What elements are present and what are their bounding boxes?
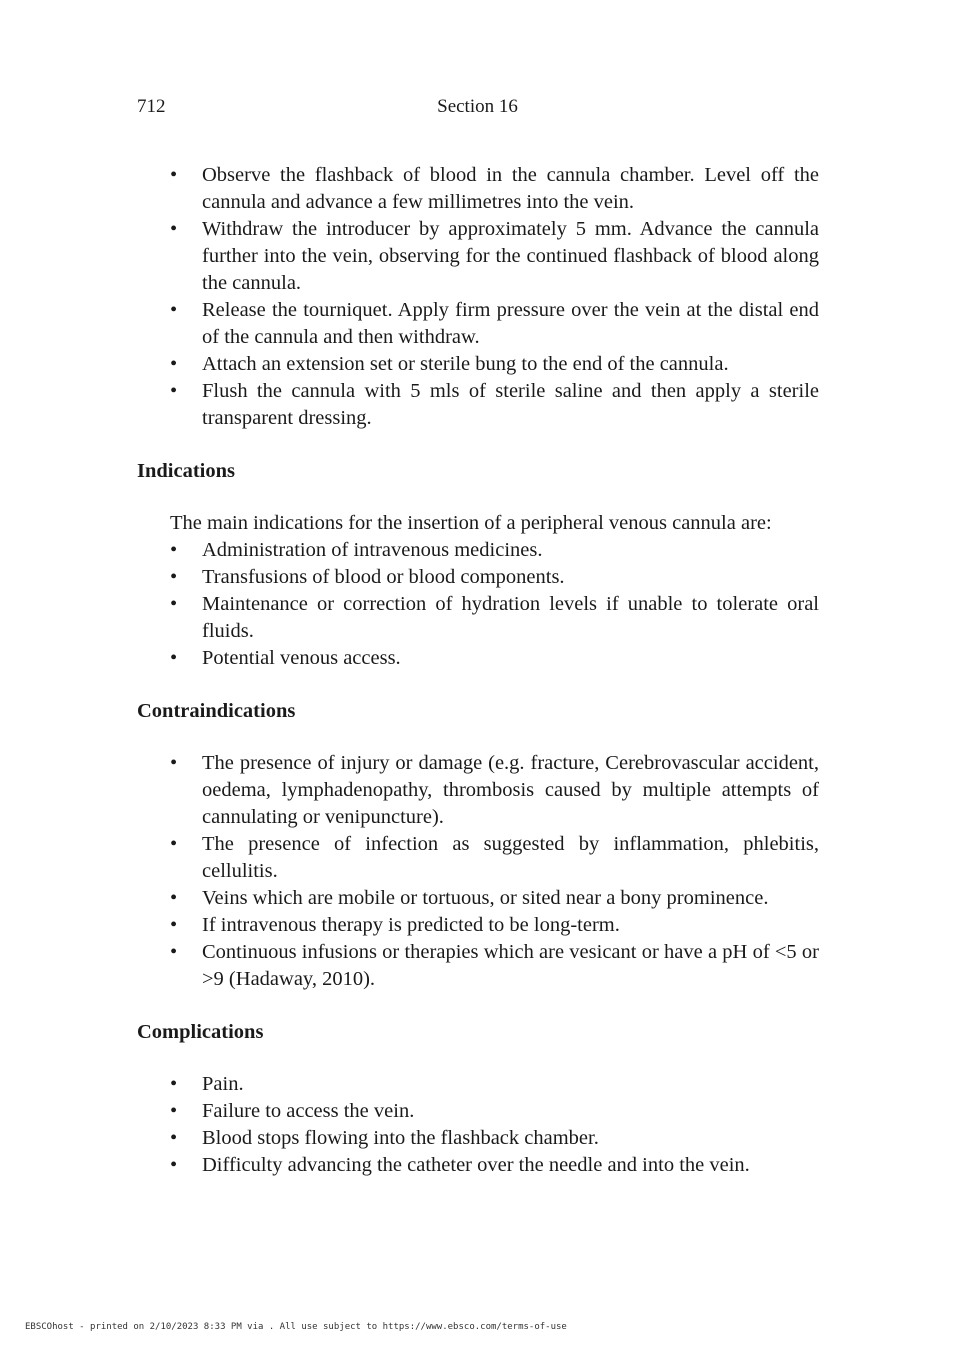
list-item: • Observe the flashback of blood in the cannula chamber. Level off the cannula and advance a few millimetres into the vein. [137,162,819,216]
list-item: • Release the tourniquet. Apply firm pressure over the vein at the distal end of the cannula and then withdraw. [137,297,819,351]
list-item: • Failure to access the vein. [137,1098,819,1125]
heading-contraindications: Contraindications [137,700,296,722]
page-number: 712 [137,96,166,117]
list-item: • If intravenous therapy is predicted to be long-term. [137,912,819,939]
heading-complications: Complications [137,1021,264,1043]
page-body [137,162,819,1179]
complications-list [137,1071,819,1179]
list-item: • Veins which are mobile or tortuous, or sited near a bony prominence. [137,885,819,912]
running-head: Section 16 [437,96,518,117]
list-item: • Withdraw the introducer by approximately 5 mm. Advance the cannula further into the vein, observing for the continued flashback of blood along the cannula. [137,216,819,297]
list-item: • Maintenance or correction of hydration levels if unable to tolerate oral fluids. [137,591,819,645]
list-item: • Transfusions of blood or blood components. [137,564,819,591]
list-item: • Flush the cannula with 5 mls of sterile saline and then apply a sterile transparent dressing. [137,378,819,432]
list-item: • The presence of infection as suggested by inflammation, phlebitis, cellulitis. [137,831,819,885]
indications-list [137,537,819,672]
procedure-list [137,162,819,432]
list-item: • Potential venous access. [137,645,819,672]
list-item: • Attach an extension set or sterile bung to the end of the cannula. [137,351,819,378]
list-item: • Pain. [137,1071,819,1098]
list-item: • Difficulty advancing the catheter over the needle and into the vein. [137,1152,819,1179]
indications-intro: The main indications for the insertion of a peripheral venous cannula are: [170,512,772,534]
list-item: • Blood stops flowing into the flashback chamber. [137,1125,819,1152]
list-item: • Continuous infusions or therapies which are vesicant or have a pH of <5 or >9 (Hadaway, 2010). [137,939,819,993]
list-item: • The presence of injury or damage (e.g. fracture, Cerebrovascular accident, oedema, lymphadenopathy, thrombosis caused by multiple attempts of cannulating or venipuncture). [137,750,819,831]
print-footer: EBSCOhost - printed on 2/10/2023 8:33 PM via . All use subject to https://www.ebsco.com/terms-of-use [25,1322,567,1332]
contraindications-list [137,750,819,993]
heading-indications: Indications [137,460,235,482]
list-item: • Administration of intravenous medicines. [137,537,819,564]
